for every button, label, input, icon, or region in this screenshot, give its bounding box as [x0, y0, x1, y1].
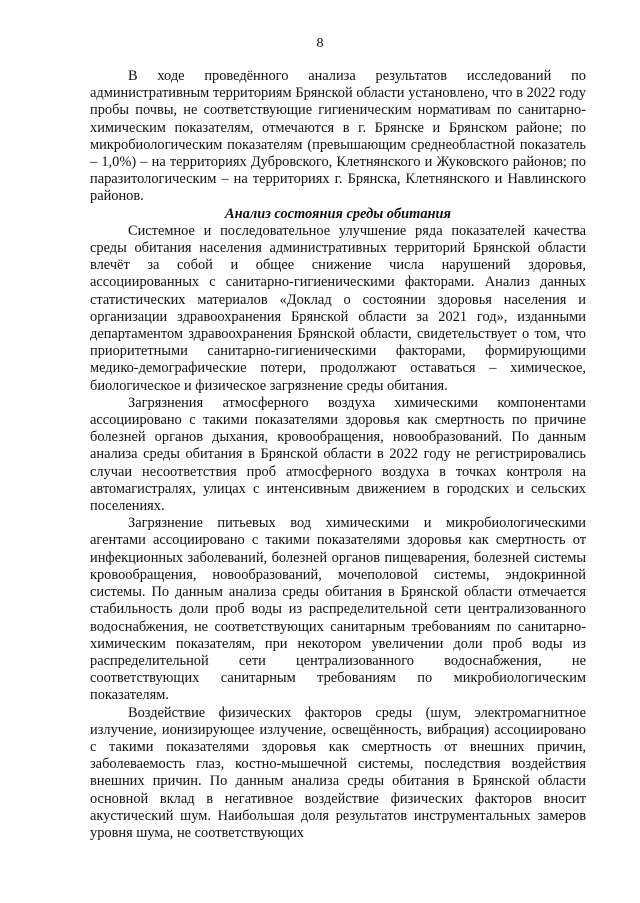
paragraph-physical-factors: Воздействие физических факторов среды (шум, электромагнитное излучение, ионизирующее излучение, освещённость, вибрация) ассоциировано с такими показателями здоровья как смертность от внешних причин, заболеваемость глаз, костно-мышечной системы, последствия воздействия внешних причин. По данным анализа среды обитания в Брянской области основной вклад в негативное воздействие физических факторов вносит акустический шум. Наибольшая доля результатов инструментальных замеров уровня шума, не соответствующих [90, 704, 586, 841]
paragraph-soil-findings: В ходе проведённого анализа результатов исследований по административным территориям Брянской области установлено, что в 2022 году пробы почвы, не соответствующие гигиеническим нормативам по санитарно-химическим показателям, отмечаются в г. Брянске и Брянском районе; по микробиологическим показателям (превышающим среднеобластной показатель – 1,0%) – на территориях Дубровского, Клетнянского и Жуковского районов; по паразитологическим – на территориях г. Брянска, Клетнянского и Навлинского районов. [90, 68, 586, 205]
paragraph-environment-improvement: Системное и последовательное улучшение ряда показателей качества среды обитания населения административных территорий Брянской области влечёт за собой и общее снижение числа нарушений здоровья, ассоциированных с санитарно-гигиеническими факторами. Анализ данных статистических материалов «Доклад о состоянии здоровья населения и организации здравоохранения Брянской области за 2021 год», изданными департаментом здравоохранения Брянской области, свидетельствует о том, что приоритетными санитарно-гигиеническими факторами, формирующими медико-демографические потери, продолжают оставаться – химическое, биологическое и физическое загрязнение среды обитания. [90, 222, 586, 394]
paragraph-air-pollution: Загрязнения атмосферного воздуха химическими компонентами ассоциировано с такими показателями здоровья как смертность по причине болезней органов дыхания, кровообращения, новообразований. По данным анализа среды обитания в Брянской области в 2022 году не регистрировались случаи несоответствия проб атмосферного воздуха в точках контроля на автомагистралях, улицах с интенсивным движением в городских и сельских поселениях. [90, 394, 586, 515]
section-heading: Анализ состояния среды обитания [225, 205, 451, 222]
page-content [90, 68, 586, 842]
page-number: 8 [316, 36, 324, 51]
paragraph-water-pollution: Загрязнение питьевых вод химическими и микробиологическими агентами ассоциировано с такими показателями здоровья как смертность от инфекционных заболеваний, болезней органов пищеварения, болезней системы кровообращения, новообразований, мочеполовой системы, эндокринной системы. По данным анализа среды обитания в Брянской области отмечается стабильность доли проб воды из распределительной сети централизованного водоснабжения, не соответствующих санитарным требованиям по санитарно-химическим показателям, при некотором увеличении доли проб воды из распределительной сети централизованного водоснабжения, не соответствующих санитарным требованиям по микробиологическим показателям. [90, 515, 586, 704]
